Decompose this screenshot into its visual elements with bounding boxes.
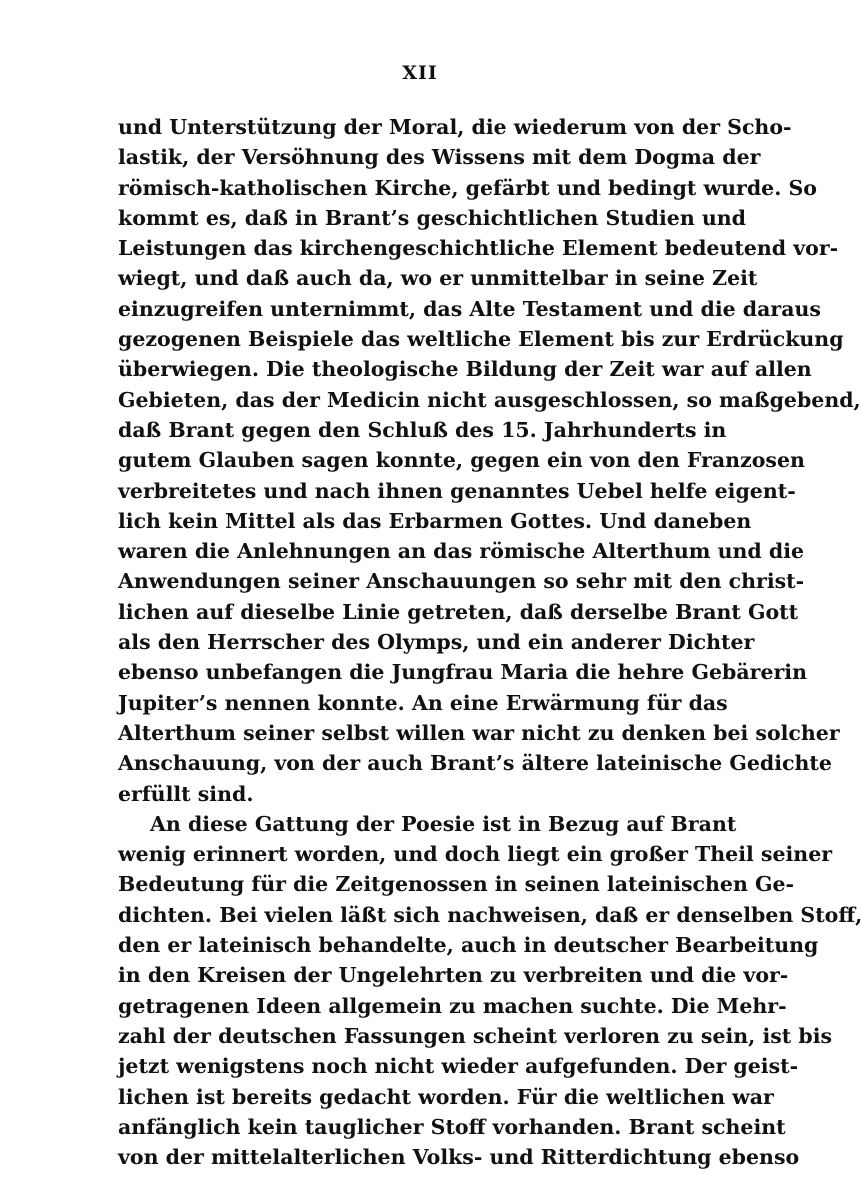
text-line: wenig erinnert worden, und doch liegt ein großer Theil seiner [118,842,833,867]
text-line: und Unterstützung der Moral, die wiederum von der Scho- [118,115,792,139]
text-line: Bedeutung für die Zeitgenossen in seinen lateinischen Ge- [118,872,795,897]
text-line: anfänglich kein tauglicher Stoff vorhanden. Brant scheint [118,1114,786,1139]
text-line: in den Kreisen der Ungelehrten zu verbreiten und die vor- [118,963,789,988]
text-line: Anschauung, von der auch Brant’s ältere lateinische Gedichte [118,751,832,776]
text-line: ebenso unbefangen die Jungfrau Maria die hehre Gebärerin [118,660,807,685]
text-line: wiegt, und daß auch da, wo er unmittelbar in seine Zeit [118,266,758,291]
text-line: von der mittelalterlichen Volks- und Ritterdichtung ebenso [118,1145,800,1170]
text-line: gutem Glauben sagen konnte, gegen ein von den Franzosen [118,448,805,473]
text-line: Jupiter’s nennen konnte. An eine Erwärmung für das [118,690,728,715]
text-line: Gebieten, das der Medicin nicht ausgeschlossen, so maßgebend, [118,387,861,412]
text-line: daß Brant gegen den Schluß des 15. Jahrhunderts in [118,417,727,442]
text-line: Leistungen das kirchengeschichtliche Element bedeutend vor- [118,236,839,261]
text-line: verbreitetes und nach ihnen genanntes Uebel helfe eigent- [118,478,796,503]
text-line: gezogenen Beispiele das weltliche Element bis zur Erdrückung [118,327,844,352]
text-line: zahl der deutschen Fassungen scheint verloren zu sein, ist bis [118,1023,833,1048]
body-text [118,112,862,1172]
text-line: getragenen Ideen allgemein zu machen suchte. Die Mehr- [118,993,787,1018]
text-line: waren die Anlehnungen an das römische Alterthum und die [118,539,805,564]
page-number: XII [402,62,438,84]
text-line: jetzt wenigstens noch nicht wieder aufgefunden. Der geist- [118,1054,799,1079]
text-line: erfüllt sind. [118,781,254,806]
text-line: lastik, der Versöhnung des Wissens mit dem Dogma der [118,145,761,170]
text-line: den er lateinisch behandelte, auch in deutscher Bearbeitung [118,933,819,958]
text-line: überwiegen. Die theologische Bildung der Zeit war auf allen [118,357,812,382]
text-line: Anwendungen seiner Anschauungen so sehr mit den christ- [118,569,805,594]
text-line: Alterthum seiner selbst willen war nicht zu denken bei solcher [118,720,840,745]
text-line: lichen ist bereits gedacht worden. Für die weltlichen war [118,1084,774,1109]
text-line: dichten. Bei vielen läßt sich nachweisen, daß er denselben Stoff, [118,902,862,927]
text-line: einzugreifen unternimmt, das Alte Testament und die daraus [118,296,821,321]
text-line: als den Herrscher des Olymps, und ein anderer Dichter [118,630,755,655]
text-line: lich kein Mittel als das Erbarmen Gottes. Und daneben [118,508,752,533]
text-line: lichen auf dieselbe Linie getreten, daß derselbe Brant Gott [118,599,799,624]
text-line: An diese Gattung der Poesie ist in Bezug auf Brant [150,811,737,836]
text-line: römisch-katholischen Kirche, gefärbt und bedingt wurde. So [118,175,817,200]
text-line: kommt es, daß in Brant’s geschichtlichen Studien und [118,205,747,230]
